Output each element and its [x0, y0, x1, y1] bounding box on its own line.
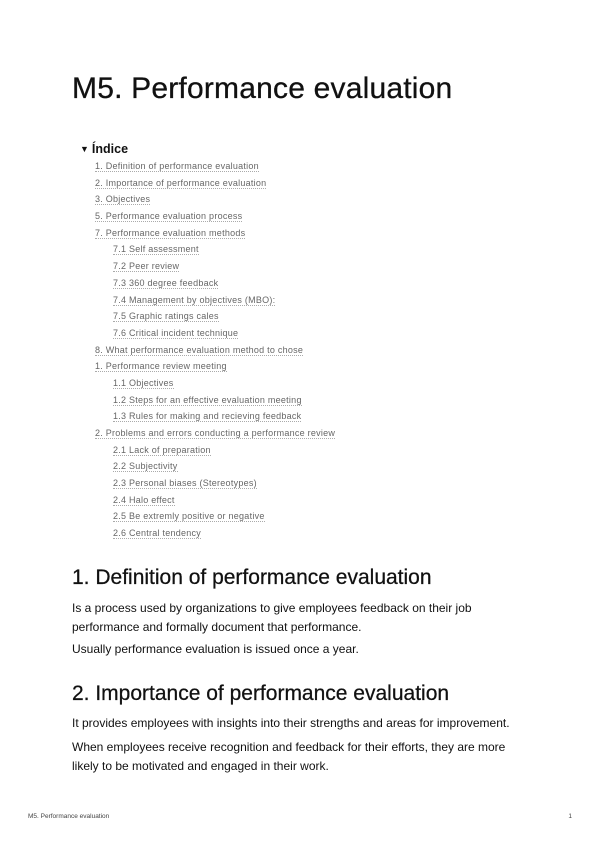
toc-item: [80, 525, 500, 542]
toc-link[interactable]: 1. Performance review meeting: [95, 361, 227, 372]
toc-link[interactable]: 7.6 Critical incident technique: [113, 327, 239, 338]
toc-link[interactable]: 7.3 360 degree feedback: [113, 277, 219, 288]
toc-item: [80, 342, 500, 359]
toc-item: [80, 225, 500, 242]
footer-page-number: 1: [568, 813, 572, 820]
toc-item: [80, 191, 500, 208]
toc-item: [80, 241, 500, 258]
triangle-down-icon: ▼: [80, 144, 89, 154]
toc-link[interactable]: 2. Importance of performance evaluation: [95, 177, 267, 188]
toc-link[interactable]: 7.4 Management by objectives (MBO):: [113, 294, 276, 305]
toc-item: [80, 325, 500, 342]
toc-item: [80, 208, 500, 225]
table-of-contents: [80, 140, 500, 542]
section-paragraph: Is a process used by organizations to give employees feedback on their job performance and formally document that performance.: [72, 601, 472, 634]
footer-document-title: M5. Performance evaluation: [28, 813, 110, 820]
toc-item: [80, 275, 500, 292]
toc-item: [80, 475, 500, 492]
toc-link[interactable]: 1.3 Rules for making and recieving feedback: [113, 411, 302, 422]
toc-link[interactable]: 7.5 Graphic ratings cales: [113, 311, 219, 322]
toc-link[interactable]: 1. Definition of performance evaluation: [95, 161, 259, 171]
toc-link[interactable]: 2.2 Subjectivity: [113, 461, 178, 472]
toc-item: [80, 292, 500, 309]
toc-link[interactable]: 2.3 Personal biases (Stereotypes): [113, 478, 257, 489]
toc-link[interactable]: 7.1 Self assessment: [113, 244, 199, 255]
toc-link[interactable]: 5. Performance evaluation process: [95, 211, 243, 222]
toc-item: [80, 258, 500, 275]
toc-item: [80, 408, 500, 425]
section-heading-definition: 1. Definition of performance evaluation: [72, 566, 432, 589]
section-heading-importance: 2. Importance of performance evaluation: [72, 682, 450, 705]
toc-toggle[interactable]: [80, 140, 500, 158]
toc-item: [80, 442, 500, 459]
toc-link[interactable]: 7.2 Peer review: [113, 261, 180, 272]
toc-item: [80, 358, 500, 375]
toc-link[interactable]: 1.1 Objectives: [113, 377, 174, 388]
toc-item: [80, 175, 500, 192]
toc-item: [80, 508, 500, 525]
toc-link[interactable]: 8. What performance evaluation method to chose: [95, 344, 304, 355]
toc-link[interactable]: 1.2 Steps for an effective evaluation meeting: [113, 394, 302, 405]
toc-link[interactable]: 3. Objectives: [95, 194, 151, 205]
toc-item: [80, 492, 500, 509]
toc-item: [80, 308, 500, 325]
toc-link[interactable]: 7. Performance evaluation methods: [95, 227, 246, 238]
toc-link[interactable]: 2.5 Be extremly positive or negative: [113, 511, 265, 522]
toc-item: [80, 158, 500, 175]
toc-link[interactable]: 2.4 Halo effect: [113, 494, 175, 505]
page-title: M5. Performance evaluation: [72, 72, 453, 105]
toc-link[interactable]: 2.6 Central tendency: [113, 528, 202, 539]
section-paragraph: It provides employees with insights into their strengths and areas for improvement.: [72, 716, 510, 730]
toc-item: [80, 458, 500, 475]
toc-link[interactable]: 2. Problems and errors conducting a performance review: [95, 428, 336, 438]
toc-item: [80, 425, 500, 442]
toc-heading: Índice: [91, 142, 129, 156]
toc-link[interactable]: 2.1 Lack of preparation: [113, 444, 211, 455]
section-paragraph: Usually performance evaluation is issued once a year.: [72, 642, 359, 656]
section-paragraph: When employees receive recognition and feedback for their efforts, they are more likely to be motivated and engaged in their work.: [72, 740, 506, 773]
toc-list: [80, 158, 500, 542]
toc-item: [80, 392, 500, 409]
toc-item: [80, 375, 500, 392]
